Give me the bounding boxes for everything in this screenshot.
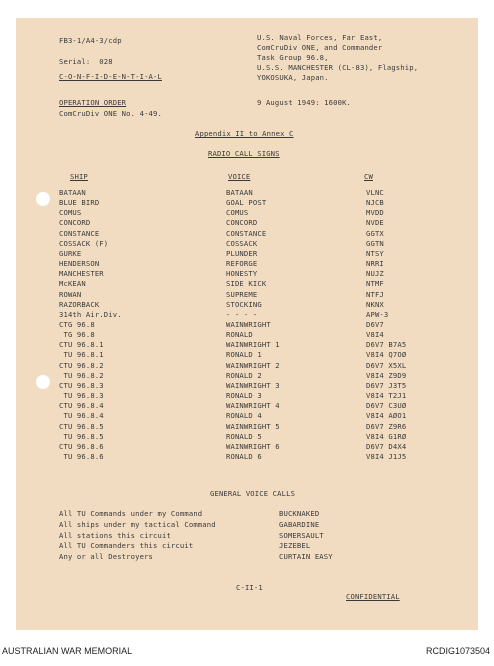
general-call-voice: GABARDINE [279,519,320,529]
row-ship: TU 96.8.5 [59,431,104,441]
row-cw: D6V7 J3T5 [366,380,407,390]
page-number: C-II-1 [236,583,263,592]
row-voice: RONALD 1 [226,350,262,360]
row-cw: NJCB [366,198,384,208]
row-voice: CONCORD [226,218,258,228]
row-ship: TU 96.8.4 [59,411,104,421]
from-line: U.S.S. MANCHESTER (CL-83), Flagship, [257,63,419,72]
general-call-description: Any or all Destroyers [59,552,154,562]
row-cw: NVDE [366,218,384,228]
row-voice: RONALD 3 [226,391,262,400]
row-cw: NRRI [366,259,384,269]
row-voice: WAINWRIGHT 3 [226,380,280,390]
row-voice: SUPREME [226,289,258,299]
row-ship: HENDERSON [59,259,100,269]
general-call-voice: BUCKNAKED [279,509,320,518]
row-ship: COMUS [59,208,82,218]
row-cw: V8I4 [366,330,384,340]
row-voice: RONALD [226,330,253,340]
general-call-description: All TU Commanders this circuit [59,541,194,551]
column-header-ship: SHIP [70,172,88,181]
general-call-description: All stations this circuit [59,530,171,540]
row-ship: TG 96.8 [59,330,95,340]
row-voice: RONALD 5 [226,431,262,441]
column-header-voice: VOICE [228,172,251,181]
row-ship: McKEAN [59,279,86,289]
row-ship: CTU 96.8.1 [59,340,104,350]
row-cw: D6V7 X5XL [366,360,407,370]
row-voice: HONESTY [226,269,258,279]
row-ship: GURKE [59,248,82,258]
row-cw: NTSY [366,248,384,258]
order-date: 9 August 1949: 1600K. [257,98,352,107]
appendix-title: Appendix II to Annex C [195,129,294,138]
row-cw: D6V7 [366,320,384,329]
row-cw: V8I4 Z9D9 [366,370,407,380]
row-cw: V8I4 G1RØ [366,431,407,441]
row-ship: TU 96.8.2 [59,370,104,380]
row-cw: D6V7 C3UØ [366,401,407,411]
row-voice: RONALD 4 [226,411,262,421]
row-cw: NTFJ [366,289,384,299]
row-cw: V8I4 J1J5 [366,451,407,461]
row-ship: RAZORBACK [59,299,100,309]
row-voice: WAINWRIGHT 5 [226,421,280,431]
general-call-description: All TU Commands under my Command [59,509,203,518]
row-cw: D6V7 Z9R6 [366,421,407,431]
row-voice: - - - - [226,309,258,319]
row-cw: NTMF [366,279,384,289]
serial-number: Serial: 028 [59,57,113,66]
row-ship: CTU 96.8.5 [59,421,104,431]
general-call-voice: JEZEBEL [279,541,311,551]
row-ship: CONSTANCE [59,228,100,238]
row-cw: V8I4 T2J1 [366,391,407,400]
row-cw: D6V7 D4X4 [366,441,407,451]
row-cw: NUJZ [366,269,384,279]
row-cw: V8I4 Q7OØ [366,350,407,360]
row-voice: GOAL POST [226,198,267,208]
row-ship: MANCHESTER [59,269,104,279]
row-voice: BATAAN [226,188,253,197]
row-voice: CONSTANCE [226,228,267,238]
row-voice: COMUS [226,208,249,218]
row-ship: TU 96.8.3 [59,391,104,400]
row-ship: CTU 96.8.6 [59,441,104,451]
row-voice: RONALD 6 [226,451,262,461]
row-voice: STOCKING [226,299,262,309]
row-ship: CONCORD [59,218,91,228]
punch-hole-bottom [36,375,50,389]
section-title: RADIO CALL SIGNS [208,149,280,158]
column-header-cw: CW [364,172,373,181]
from-line: YOKOSUKA, Japan. [257,73,329,82]
row-cw: APW-3 [366,309,389,319]
row-ship: TU 96.8.6 [59,451,104,461]
row-ship: COSSACK (F) [59,238,109,248]
row-ship: TU 96.8.1 [59,350,104,360]
archive-name: AUSTRALIAN WAR MEMORIAL [2,646,133,656]
row-cw: GGTN [366,238,384,248]
row-voice: WAINWRIGHT 6 [226,441,280,451]
row-ship: BLUE BIRD [59,198,100,208]
from-line: ComCruDiv ONE, and Commander [257,43,383,52]
row-ship: 314th Air.Div. [59,309,122,319]
row-voice: WAINWRIGHT 2 [226,360,280,370]
row-voice: RONALD 2 [226,370,262,380]
row-voice: PLUNDER [226,248,258,258]
row-ship: CTG 96.8 [59,320,95,329]
general-voice-calls-title: GENERAL VOICE CALLS [210,489,296,498]
row-voice: WAINWRIGHT 4 [226,401,280,411]
row-cw: V8I4 AØO1 [366,411,407,421]
row-ship: ROWAN [59,289,82,299]
archive-id: RCDIG1073504 [425,646,490,656]
order-title: OPERATION ORDER [59,98,127,107]
row-cw: MVDD [366,208,384,218]
from-line: U.S. Naval Forces, Far East, [257,33,383,42]
from-line: Task Group 96.8, [257,53,329,62]
classification-top: C-O-N-F-I-D-E-N-T-I-A-L [59,72,162,81]
classification-bottom: CONFIDENTIAL [346,592,400,601]
row-voice: WAINWRIGHT [226,320,271,329]
row-cw: VLNC [366,188,384,197]
general-call-description: All ships under my tactical Command [59,519,216,529]
row-ship: CTU 96.8.3 [59,380,104,390]
row-voice: REFORGE [226,259,258,269]
file-reference: FB3-1/A4-3/cdp [59,36,122,45]
order-number: ComCruDiv ONE No. 4-49. [59,109,162,118]
general-call-voice: SOMERSAULT [279,530,324,540]
row-voice: SIDE KICK [226,279,267,289]
row-cw: D6V7 B7A5 [366,340,407,350]
row-voice: WAINWRIGHT 1 [226,340,280,350]
row-cw: GGTX [366,228,384,238]
row-voice: COSSACK [226,238,258,248]
row-cw: NKNX [366,299,384,309]
row-ship: CTU 96.8.4 [59,401,104,411]
row-ship: CTU 96.8.2 [59,360,104,370]
general-call-voice: CURTAIN EASY [279,552,333,562]
punch-hole-top [36,192,50,206]
row-ship: BATAAN [59,188,86,197]
